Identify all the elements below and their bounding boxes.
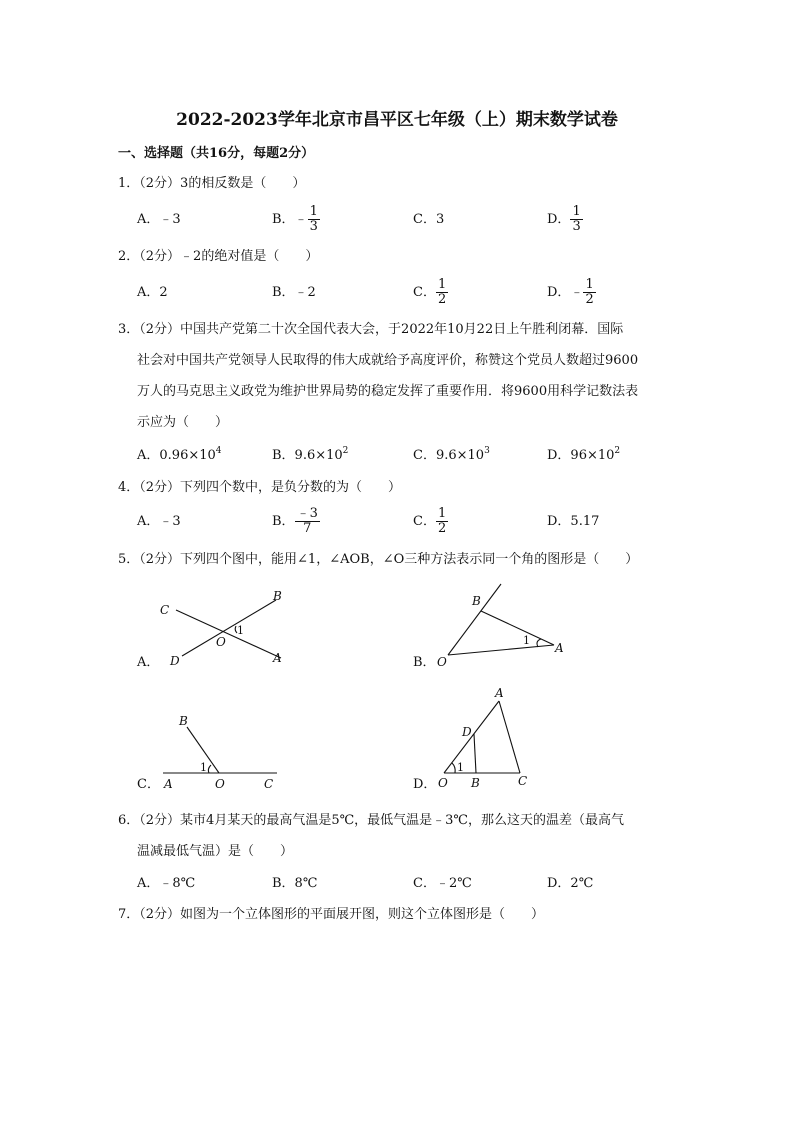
section-heading: 一、选择题（共16分，每题2分） (118, 146, 315, 161)
question-7-stem: 7．（2分）如图为一个立体图形的平面展开图，则这个立体图形是（ ） (118, 907, 545, 922)
q2-option-d: D．﹣ $\frac{1}{2}$ (547, 277, 594, 307)
q5-option-c-label: C． (137, 777, 160, 792)
question-3-line-4: 示应为（ ） (137, 415, 229, 430)
question-3-line-3: 万人的马克思主义政党为维护世界局势的稳定发挥了重要作用．将9600用科学记数法表 (137, 384, 639, 399)
q5-option-d-label: D． (413, 777, 437, 792)
label-a: A (495, 686, 504, 700)
page-title: 2022-2023学年北京市昌平区七年级（上）期末数学试卷 (176, 110, 618, 130)
q5-option-a-label: A． (137, 655, 160, 670)
q4-option-c: C． $\frac{1}{2}$ (413, 506, 447, 536)
label-c: C (264, 777, 274, 791)
q1-option-d: D． $\frac{1}{3}$ (547, 204, 581, 234)
fraction: $\frac{1}{2}$ (585, 277, 594, 307)
line-b-a (481, 611, 554, 645)
q4-option-b: B． $\frac{﹣3}{7}$ (272, 506, 318, 536)
fraction: $\frac{1}{3}$ (309, 204, 318, 234)
label-c: C (160, 603, 170, 617)
question-4-stem: 4．（2分）下列四个数中，是负分数的为（ ） (118, 480, 402, 495)
line-a-c (499, 701, 520, 773)
label-o: O (215, 777, 225, 791)
fraction: $\frac{1}{2}$ (437, 506, 447, 536)
q5-figure-c (155, 708, 290, 793)
label-b: B (179, 714, 188, 728)
q6-option-b: B．8℃ (272, 876, 318, 891)
label-a: A (273, 651, 282, 665)
label-1: 1 (237, 624, 244, 637)
fraction: $\frac{1}{3}$ (572, 204, 581, 234)
label-1: 1 (200, 761, 207, 774)
q5-figure-b (430, 578, 580, 668)
q6-option-d: D．2℃ (547, 876, 594, 891)
label-o: O (437, 655, 447, 668)
q2-option-b: B．﹣2 (272, 285, 316, 300)
fraction: $\frac{﹣3}{7}$ (296, 506, 318, 536)
question-6-line-1: 6．（2分）某市4月某天的最高气温是5℃，最低气温是﹣3℃，那么这天的温差（最高气 (118, 813, 624, 828)
q4-option-a: A．﹣3 (137, 514, 181, 529)
question-6-line-2: 温减最低气温）是（ ） (137, 844, 294, 859)
q6-option-c: C．﹣2℃ (413, 876, 472, 891)
label-a: A (164, 777, 173, 791)
label-d: D (462, 725, 472, 739)
q3-option-b: B．$9.6\times 10^2$ (272, 446, 349, 463)
label-1: 1 (523, 634, 530, 647)
q2-option-c: C． $\frac{1}{2}$ (413, 277, 447, 307)
q1-option-c: C．3 (413, 212, 445, 227)
label-d: D (170, 654, 180, 668)
q2-option-a: A．2 (137, 285, 168, 300)
q6-option-a: A．﹣8℃ (137, 876, 196, 891)
label-o: O (216, 635, 226, 649)
q3-option-d: D．$96\times 10^2$ (547, 446, 621, 463)
question-5-stem: 5．（2分）下列四个图中，能用∠1，∠AOB，∠O三种方法表示同一个角的图形是（ ） (118, 552, 639, 567)
fraction: $\frac{1}{2}$ (437, 277, 447, 307)
q5-figure-a (150, 580, 300, 675)
q1-option-a: A．﹣3 (137, 212, 181, 227)
q5-option-b-label: B． (413, 655, 436, 670)
q3-option-c: C．$9.6\times 10^3$ (413, 446, 490, 463)
label-o: O (438, 776, 448, 790)
question-1-stem: 1．（2分）3的相反数是（ ） (118, 176, 306, 191)
q4-option-d: D．5.17 (547, 514, 600, 529)
line-d-b (182, 600, 276, 656)
q3-option-a: A．$0.96\times 10^4$ (137, 446, 222, 463)
label-a: A (555, 641, 564, 655)
question-2-stem: 2．（2分）﹣2的绝对值是（ ） (118, 249, 319, 264)
angle-arc (208, 765, 211, 773)
question-3-line-1: 3．（2分）中国共产党第二十次全国代表大会，于2022年10月22日上午胜利闭幕．国际 (118, 322, 624, 337)
q5-figure-d (430, 685, 550, 795)
line-d-b (474, 734, 476, 773)
q1-option-b: B．﹣ $\frac{1}{3}$ (272, 204, 318, 234)
angle-arc (452, 763, 455, 773)
label-c: C (518, 774, 528, 788)
label-b: B (471, 776, 480, 790)
question-3-line-2: 社会对中国共产党领导人民取得的伟大成就给予高度评价，称赞这个党员人数超过9600 (137, 353, 639, 368)
label-1: 1 (457, 761, 464, 774)
label-b: B (472, 594, 481, 608)
label-b: B (273, 589, 282, 603)
